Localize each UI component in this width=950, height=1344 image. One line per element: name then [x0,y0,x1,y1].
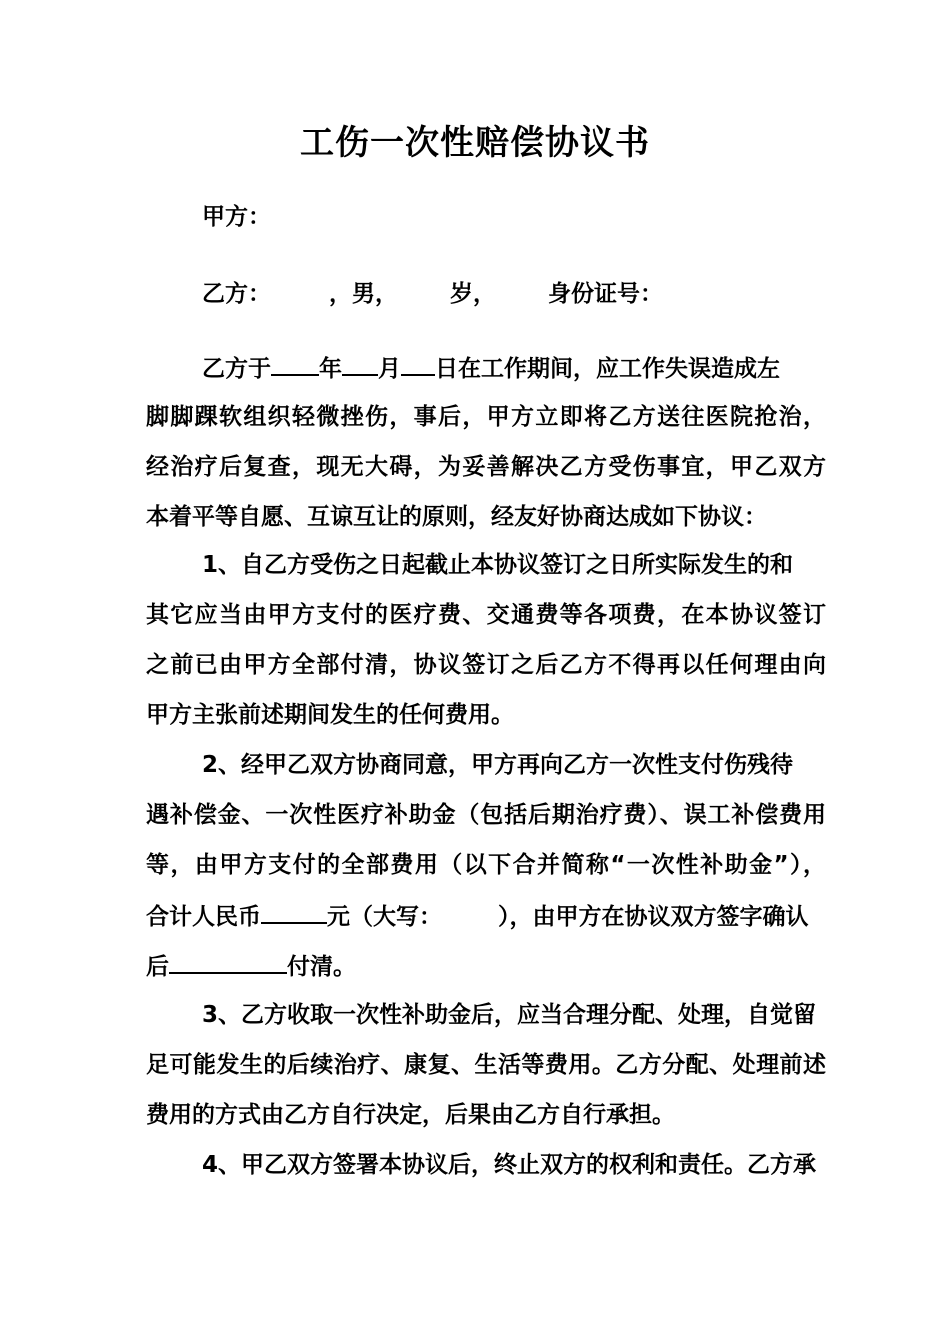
intro-text: 月 [378,356,401,382]
clause-2-line-4 [146,898,826,934]
clause-2-text: 合计人民币 [146,904,261,930]
document-title: 工伤一次性赔偿协议书 [300,123,650,163]
intro-line-4: 本着平等自愿、互谅互让的原则，经友好协商达成如下协议： [146,504,767,530]
clause-2-line-2: 遇补偿金、一次性医疗补助金（包括后期治疗费）、误工补偿费用 [146,802,826,828]
party-b-line [202,277,826,311]
month-blank [342,350,378,376]
clause-3-line-1: 3、乙方收取一次性补助金后，应当合理分配、处理，自觉留 [202,1002,817,1028]
clause-4-line-1: 4、甲乙双方签署本协议后，终止双方的权利和责任。乙方承 [202,1152,817,1178]
intro-line-3: 经治疗后复查，现无大碍，为妥善解决乙方受伤事宜，甲乙双方 [146,454,826,480]
party-a-line [202,200,826,234]
day-blank [401,350,435,376]
party-b-gender: ，男， [329,281,398,307]
intro-text: 日在工作期间，应工作失误造成左 [435,356,780,382]
party-b-label: 乙方： [202,281,271,307]
clause-2-line-1: 2、经甲乙双方协商同意，甲方再向乙方一次性支付伤残待 [202,752,794,778]
clause-2-line-5 [146,948,826,984]
intro-text: 年 [319,356,342,382]
clause-1-line-4: 甲方主张前述期间发生的任何费用。 [146,702,514,728]
party-b-age: 岁， [450,281,496,307]
clause-2-text: ），由甲方在协议双方签字确认 [498,904,809,930]
clause-2-text: 元（大写： [327,904,442,930]
clause-2-text: 后 [146,954,169,980]
clause-1-line-1: 1、自乙方受伤之日起截止本协议签订之日所实际发生的和 [202,552,794,578]
clause-1-line-3: 之前已由甲方全部付清，协议签订之后乙方不得再以任何理由向 [146,652,826,678]
intro-line-2: 脚脚踝软组织轻微挫伤，事后，甲方立即将乙方送往医院抢治， [146,404,826,430]
clause-2-text: 付清。 [287,954,356,980]
payment-blank [169,948,287,974]
clause-1-line-2: 其它应当由甲方支付的医疗费、交通费等各项费，在本协议签订 [146,602,826,628]
amount-blank [261,898,327,924]
party-a-label: 甲方： [202,204,271,230]
party-b-id-label: 身份证号： [548,281,663,307]
clause-3-line-3: 费用的方式由乙方自行决定，后果由乙方自行承担。 [146,1102,675,1128]
year-blank [271,350,319,376]
clause-2-line-3: 等，由甲方支付的全部费用（以下合并简称“一次性补助金”）， [146,852,826,878]
clause-3-line-2: 足可能发生的后续治疗、康复、生活等费用。乙方分配、处理前述 [146,1052,826,1078]
intro-text: 乙方于 [202,356,271,382]
intro-line-1 [202,350,826,386]
